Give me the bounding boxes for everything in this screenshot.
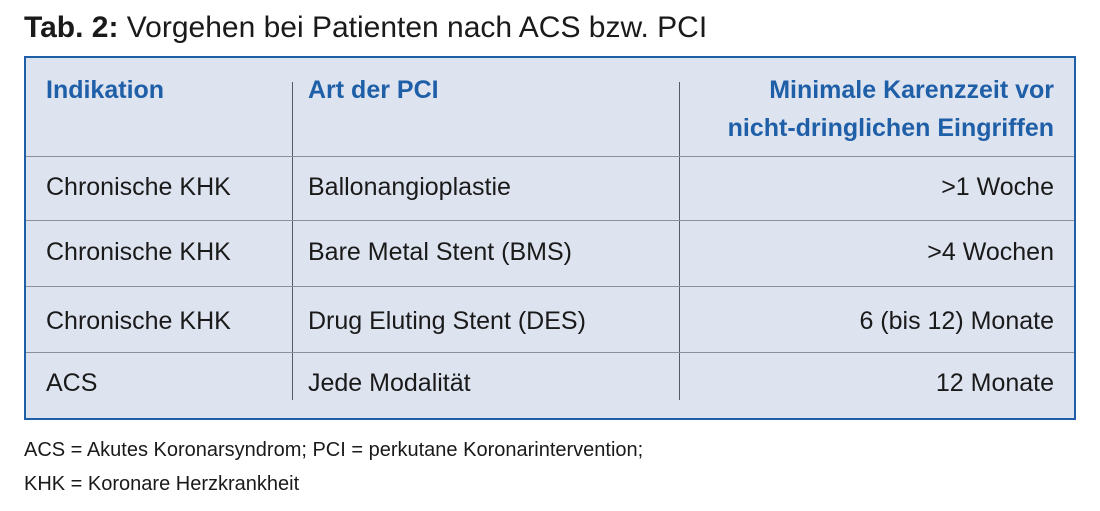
table-label: Tab. 2: (24, 11, 119, 44)
cell-indikation: Chronische KHK (46, 238, 231, 266)
header-art-der-pci: Art der PCI (308, 76, 439, 104)
table-row (26, 220, 1074, 287)
header-karenzzeit-line2: nicht-dringlichen Eingriffen (727, 114, 1054, 142)
header-indikation: Indikation (46, 76, 165, 104)
table-row (26, 352, 1074, 419)
header-karenzzeit-line1: Minimale Karenzzeit vor (769, 76, 1054, 104)
cell-indikation: Chronische KHK (46, 307, 231, 335)
table-title-text: Vorgehen bei Patienten nach ACS bzw. PCI (126, 11, 708, 44)
cell-karenzzeit: 12 Monate (935, 369, 1054, 397)
cell-karenzzeit: 6 (bis 12) Monate (859, 307, 1054, 335)
table-header-row (26, 58, 1074, 156)
cell-art: Bare Metal Stent (BMS) (308, 238, 572, 266)
table-row (26, 156, 1074, 221)
cell-indikation: ACS (46, 369, 98, 397)
cell-art: Ballonangioplastie (308, 173, 511, 201)
data-table (24, 56, 1076, 420)
table-title (24, 8, 707, 48)
cell-karenzzeit: >1 Woche (941, 173, 1054, 201)
cell-karenzzeit: >4 Wochen (927, 238, 1054, 266)
footnote-line-1: ACS = Akutes Koronarsyndrom; PCI = perkutane Koronarintervention; (24, 439, 644, 461)
footnote-line-2: KHK = Koronare Herzkrankheit (24, 473, 300, 495)
cell-art: Drug Eluting Stent (DES) (308, 307, 586, 335)
cell-art: Jede Modalität (308, 369, 471, 397)
table-row (26, 286, 1074, 353)
cell-indikation: Chronische KHK (46, 173, 231, 201)
